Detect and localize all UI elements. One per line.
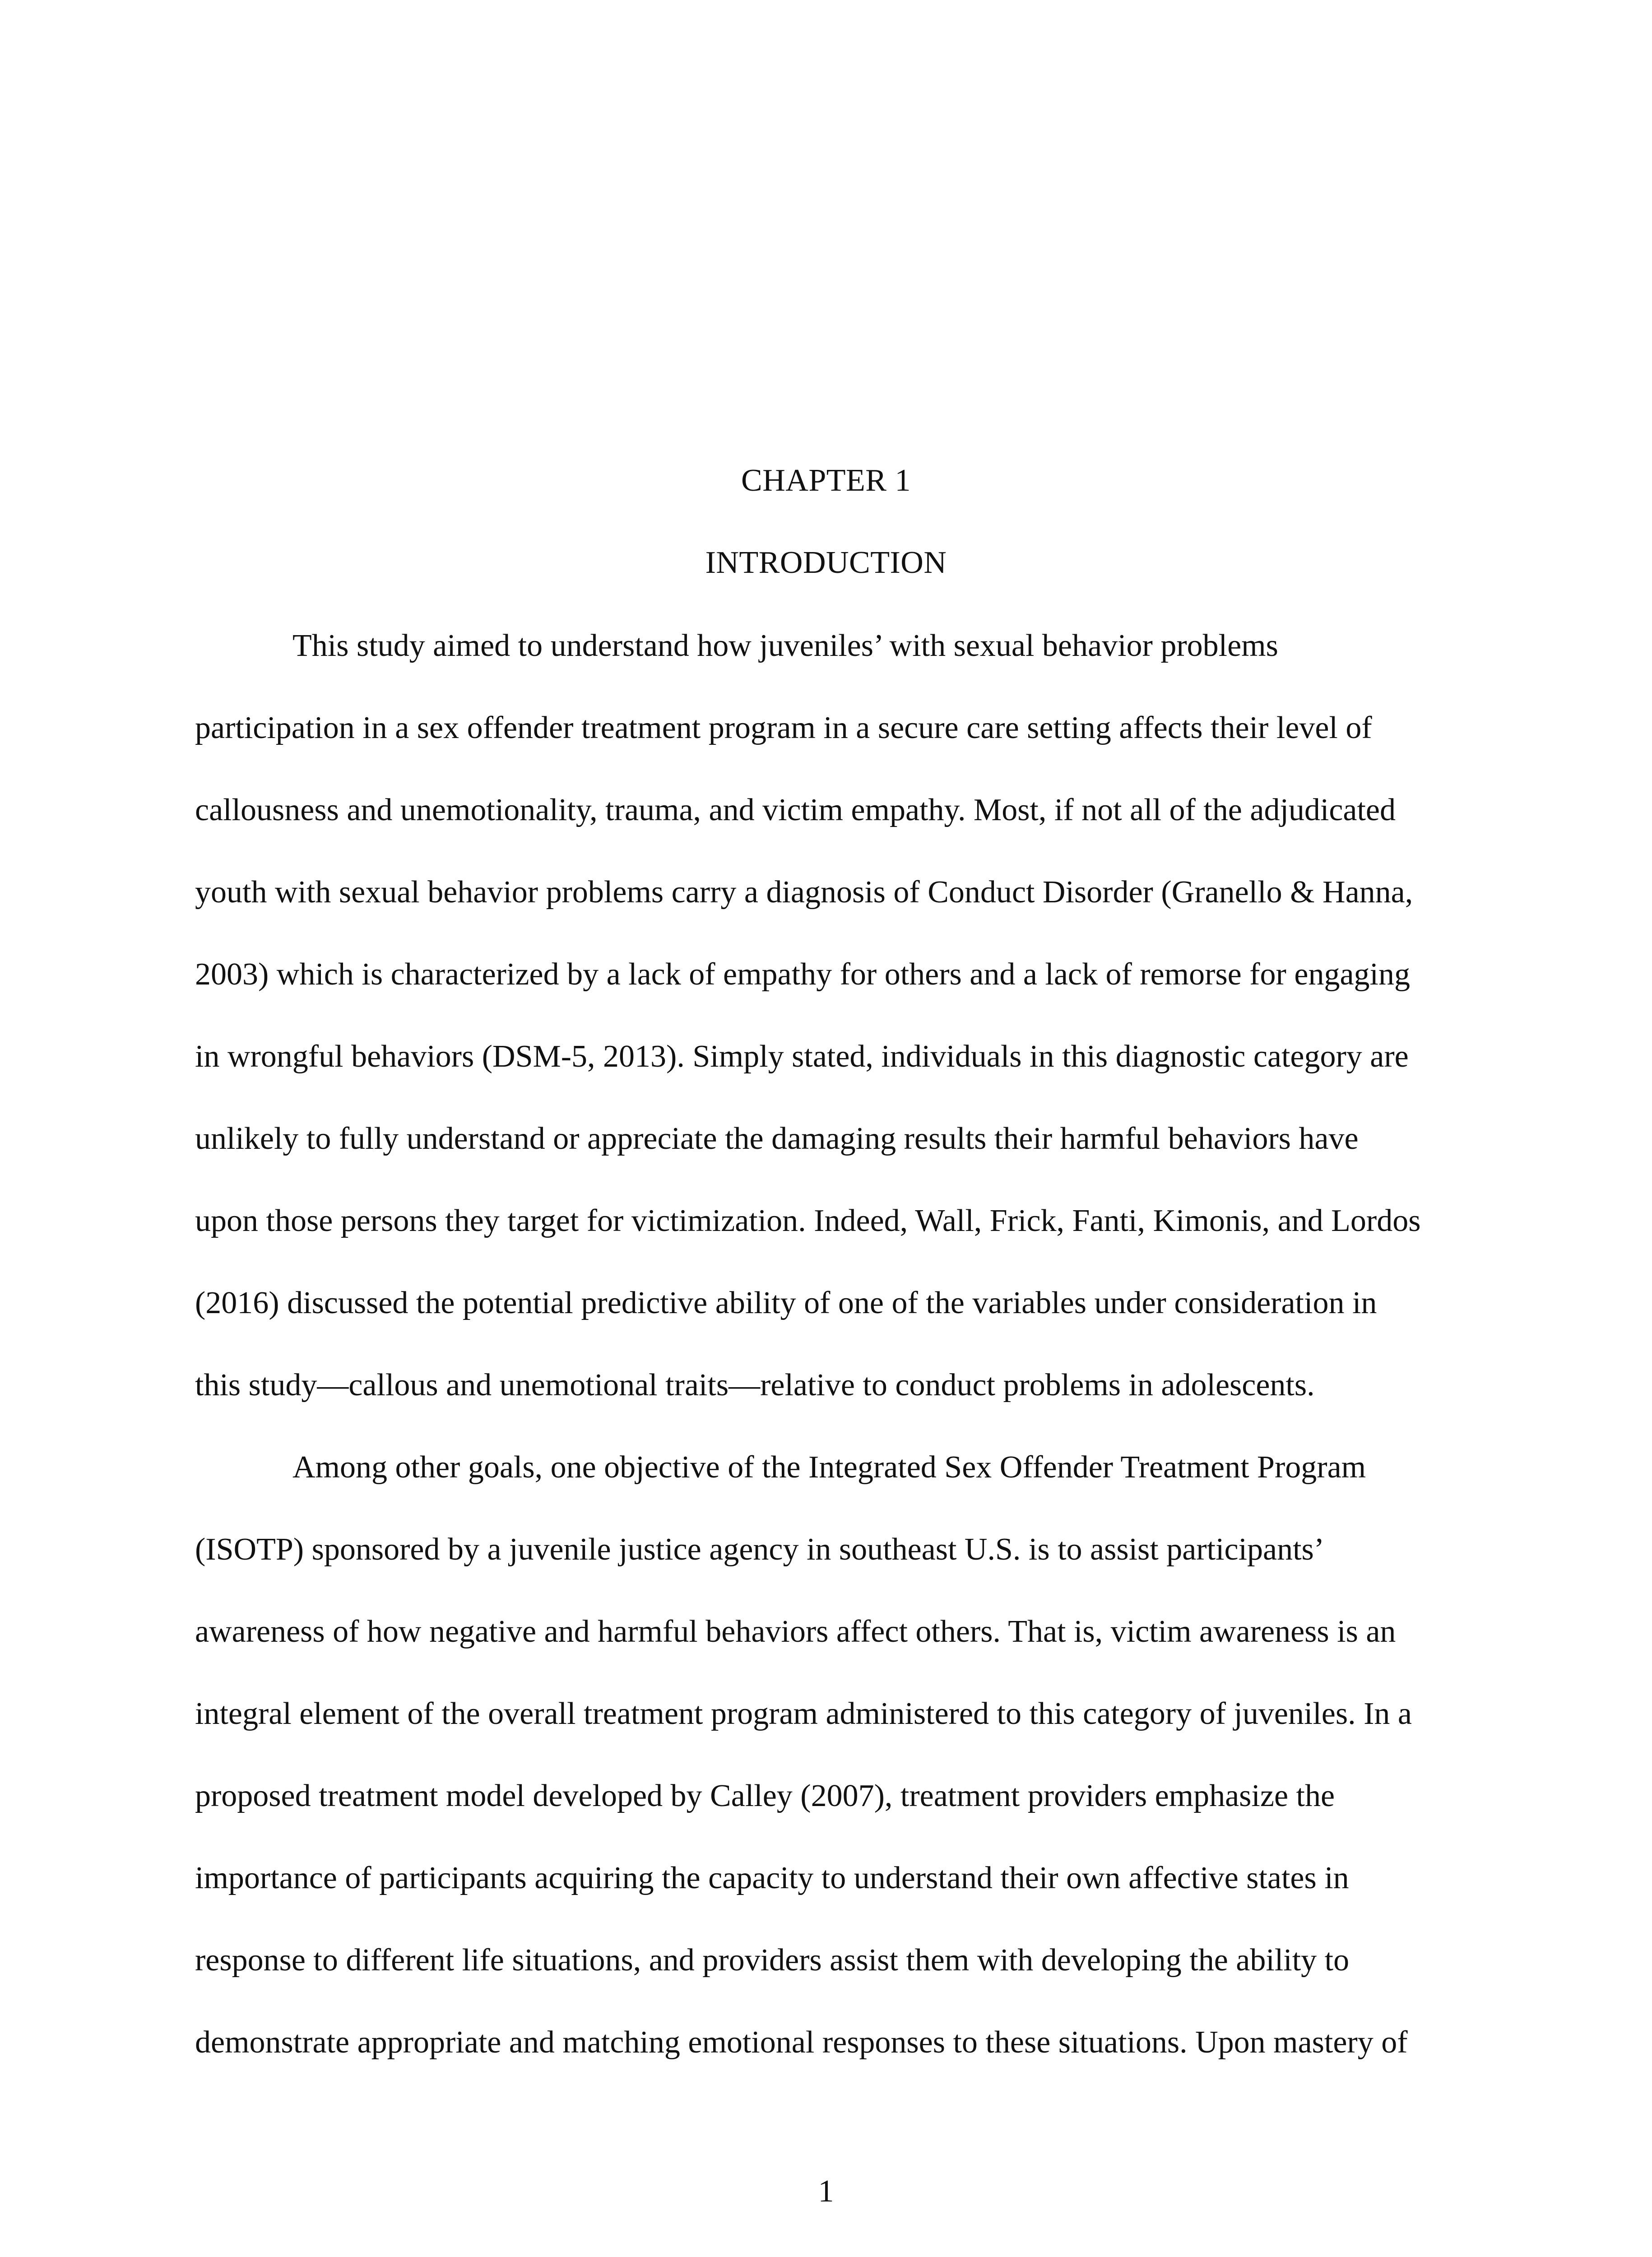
paragraph-2-line-2: (ISOTP) sponsored by a juvenile justice agency in southeast U.S. is to assist participants’: [195, 1532, 1325, 1567]
paragraph-1-line-5: 2003) which is characterized by a lack of empathy for others and a lack of remorse for engaging: [195, 957, 1410, 992]
paragraph-2-line-8: demonstrate appropriate and matching emotional responses to these situations. Upon mastery of: [195, 2025, 1408, 2060]
paragraph-2-line-7: response to different life situations, and providers assist them with developing the ability to: [195, 1943, 1350, 1978]
paragraph-1-line-9: (2016) discussed the potential predictive ability of one of the variables under consideration in: [195, 1286, 1377, 1320]
paragraph-2-line-3: awareness of how negative and harmful behaviors affect others. That is, victim awareness is an: [195, 1614, 1396, 1649]
paragraph-1-line-8: upon those persons they target for victimization. Indeed, Wall, Frick, Fanti, Kimonis, and Lordos: [195, 1203, 1421, 1238]
paragraph-2-line-4: integral element of the overall treatment program administered to this category of juveniles. In a: [195, 1696, 1412, 1731]
paragraph-1-line-6: in wrongful behaviors (DSM-5, 2013). Simply stated, individuals in this diagnostic category are: [195, 1039, 1409, 1074]
paragraph-1-line-1: This study aimed to understand how juveniles’ with sexual behavior problems: [292, 628, 1278, 663]
chapter-heading: CHAPTER 1: [741, 463, 911, 498]
paragraph-2-line-6: importance of participants acquiring the capacity to understand their own affective states in: [195, 1861, 1349, 1895]
paragraph-1-line-7: unlikely to fully understand or appreciate the damaging results their harmful behaviors have: [195, 1121, 1359, 1156]
paragraph-1-line-3: callousness and unemotionality, trauma, and victim empathy. Most, if not all of the adjudicated: [195, 793, 1396, 827]
paragraph-2-line-5: proposed treatment model developed by Calley (2007), treatment providers emphasize the: [195, 1779, 1335, 1813]
section-title: INTRODUCTION: [705, 545, 947, 580]
paragraph-1-line-2: participation in a sex offender treatment program in a secure care setting affects their level of: [195, 711, 1372, 745]
paragraph-1-line-10: this study—callous and unemotional traits—relative to conduct problems in adolescents.: [195, 1368, 1315, 1402]
paragraph-1-line-4: youth with sexual behavior problems carry a diagnosis of Conduct Disorder (Granello & Hanna,: [195, 875, 1413, 910]
page-number: 1: [818, 2174, 834, 2209]
paragraph-2-line-1: Among other goals, one objective of the Integrated Sex Offender Treatment Program: [292, 1450, 1366, 1485]
